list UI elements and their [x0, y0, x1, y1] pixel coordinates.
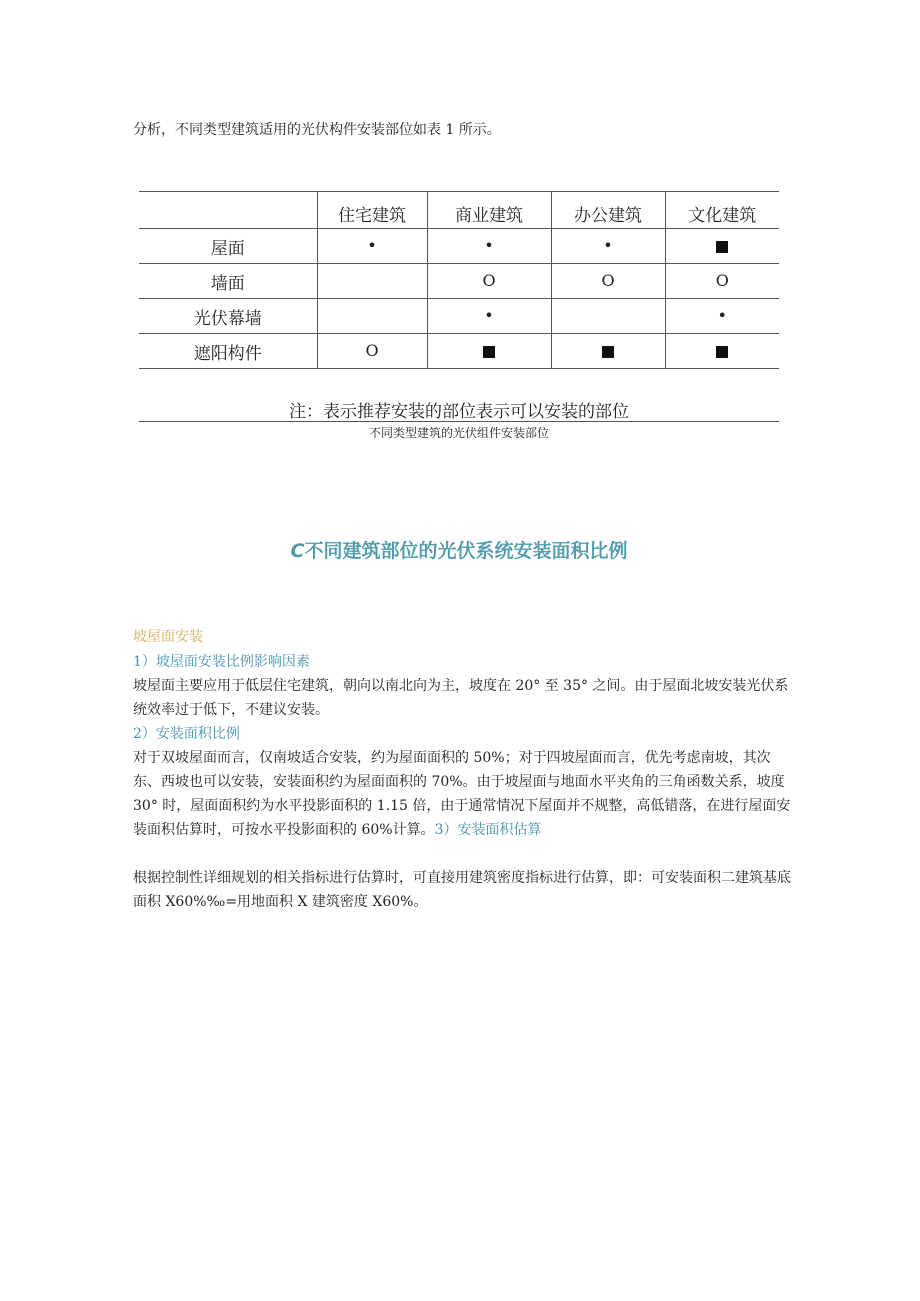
divider [139, 421, 779, 422]
paragraph-1: 坡屋面主要应用于低层住宅建筑，朝向以南北向为主，坡度在 20° 至 35° 之间。由于屋面北坡安装光伏系统效率过于低下，不建议安装。 [133, 678, 789, 718]
table-cell [665, 334, 779, 369]
row-label: 遮阳构件 [139, 334, 317, 369]
dot-marker: • [484, 306, 494, 325]
table-cell [551, 229, 665, 264]
heading-text: 不同建筑部位的光伏系统安装面积比例 [304, 540, 628, 562]
paragraph-2-text: 对于双坡屋面而言，仅南坡适合安装，约为屋面面积的 50%；对于四坡屋面而言，优先考虑南坡，其次东、西坡也可以安装，安装面积约为屋面面积的 70%。由于坡屋面与地面水平夹角的三角函数关系，坡度 30° 时，屋面面积约为水平投影面积的 1.15 倍，由于通常情况下屋面并不规整，高低错落，在进行屋面安装面积估算时，可按水平投影面积的 60%计算。 [133, 750, 791, 838]
subheading-1: 1）坡屋面安装比例影响因素 [133, 654, 310, 670]
header-cell: 住宅建筑 [317, 192, 427, 229]
circle-marker: O [601, 271, 615, 290]
header-cell [139, 192, 317, 229]
table-cell [427, 229, 551, 264]
heading-mark: C [290, 540, 305, 562]
table-row [139, 229, 779, 264]
circle-marker: O [482, 271, 496, 290]
header-cell: 文化建筑 [665, 192, 779, 229]
square-marker [716, 241, 728, 253]
subheading-2: 2）安装面积比例 [133, 726, 240, 742]
square-marker [602, 346, 614, 358]
circle-marker: O [365, 341, 379, 360]
dot-marker: • [717, 306, 727, 325]
table-cell [427, 264, 551, 299]
row-label: 屋面 [139, 229, 317, 264]
intro-text: 分析，不同类型建筑适用的光伏构件安装部位如表 1 所示。 [133, 122, 501, 138]
section-title: 坡屋面安装 [133, 629, 203, 645]
table-note: 注：表示推荐安装的部位表示可以安装的部位 [289, 402, 629, 422]
paragraph-3: 根据控制性详细规划的相关指标进行估算时，可直接用建筑密度指标进行估算，即：可安装面积二建筑基底面积 X60%‰=用地面积 X 建筑密度 X60%。 [133, 870, 791, 910]
subheading-3: 3）安装面积估算 [434, 822, 542, 838]
dot-marker: • [603, 236, 613, 255]
table-caption: 不同类型建筑的光伏组件安装部位 [368, 426, 549, 440]
table-header-row [139, 192, 779, 229]
section-heading [139, 536, 779, 563]
table-row [139, 264, 779, 299]
table-cell [317, 264, 427, 299]
paragraph-2 [133, 746, 793, 842]
table-cell [317, 334, 427, 369]
table-row [139, 334, 779, 369]
table-cell [427, 334, 551, 369]
table-cell [665, 264, 779, 299]
table-cell [665, 229, 779, 264]
table-row [139, 299, 779, 334]
table-cell [551, 299, 665, 334]
install-table [139, 191, 779, 369]
row-label: 墙面 [139, 264, 317, 299]
table-cell [551, 334, 665, 369]
table-cell [427, 299, 551, 334]
header-cell: 商业建筑 [427, 192, 551, 229]
square-marker [483, 346, 495, 358]
table-cell [551, 264, 665, 299]
table-cell [317, 229, 427, 264]
table-cell [317, 299, 427, 334]
circle-marker: O [715, 271, 729, 290]
dot-marker: • [484, 236, 494, 255]
dot-marker: • [367, 236, 377, 255]
square-marker [716, 346, 728, 358]
row-label: 光伏幕墙 [139, 299, 317, 334]
header-cell: 办公建筑 [551, 192, 665, 229]
table-cell [665, 299, 779, 334]
